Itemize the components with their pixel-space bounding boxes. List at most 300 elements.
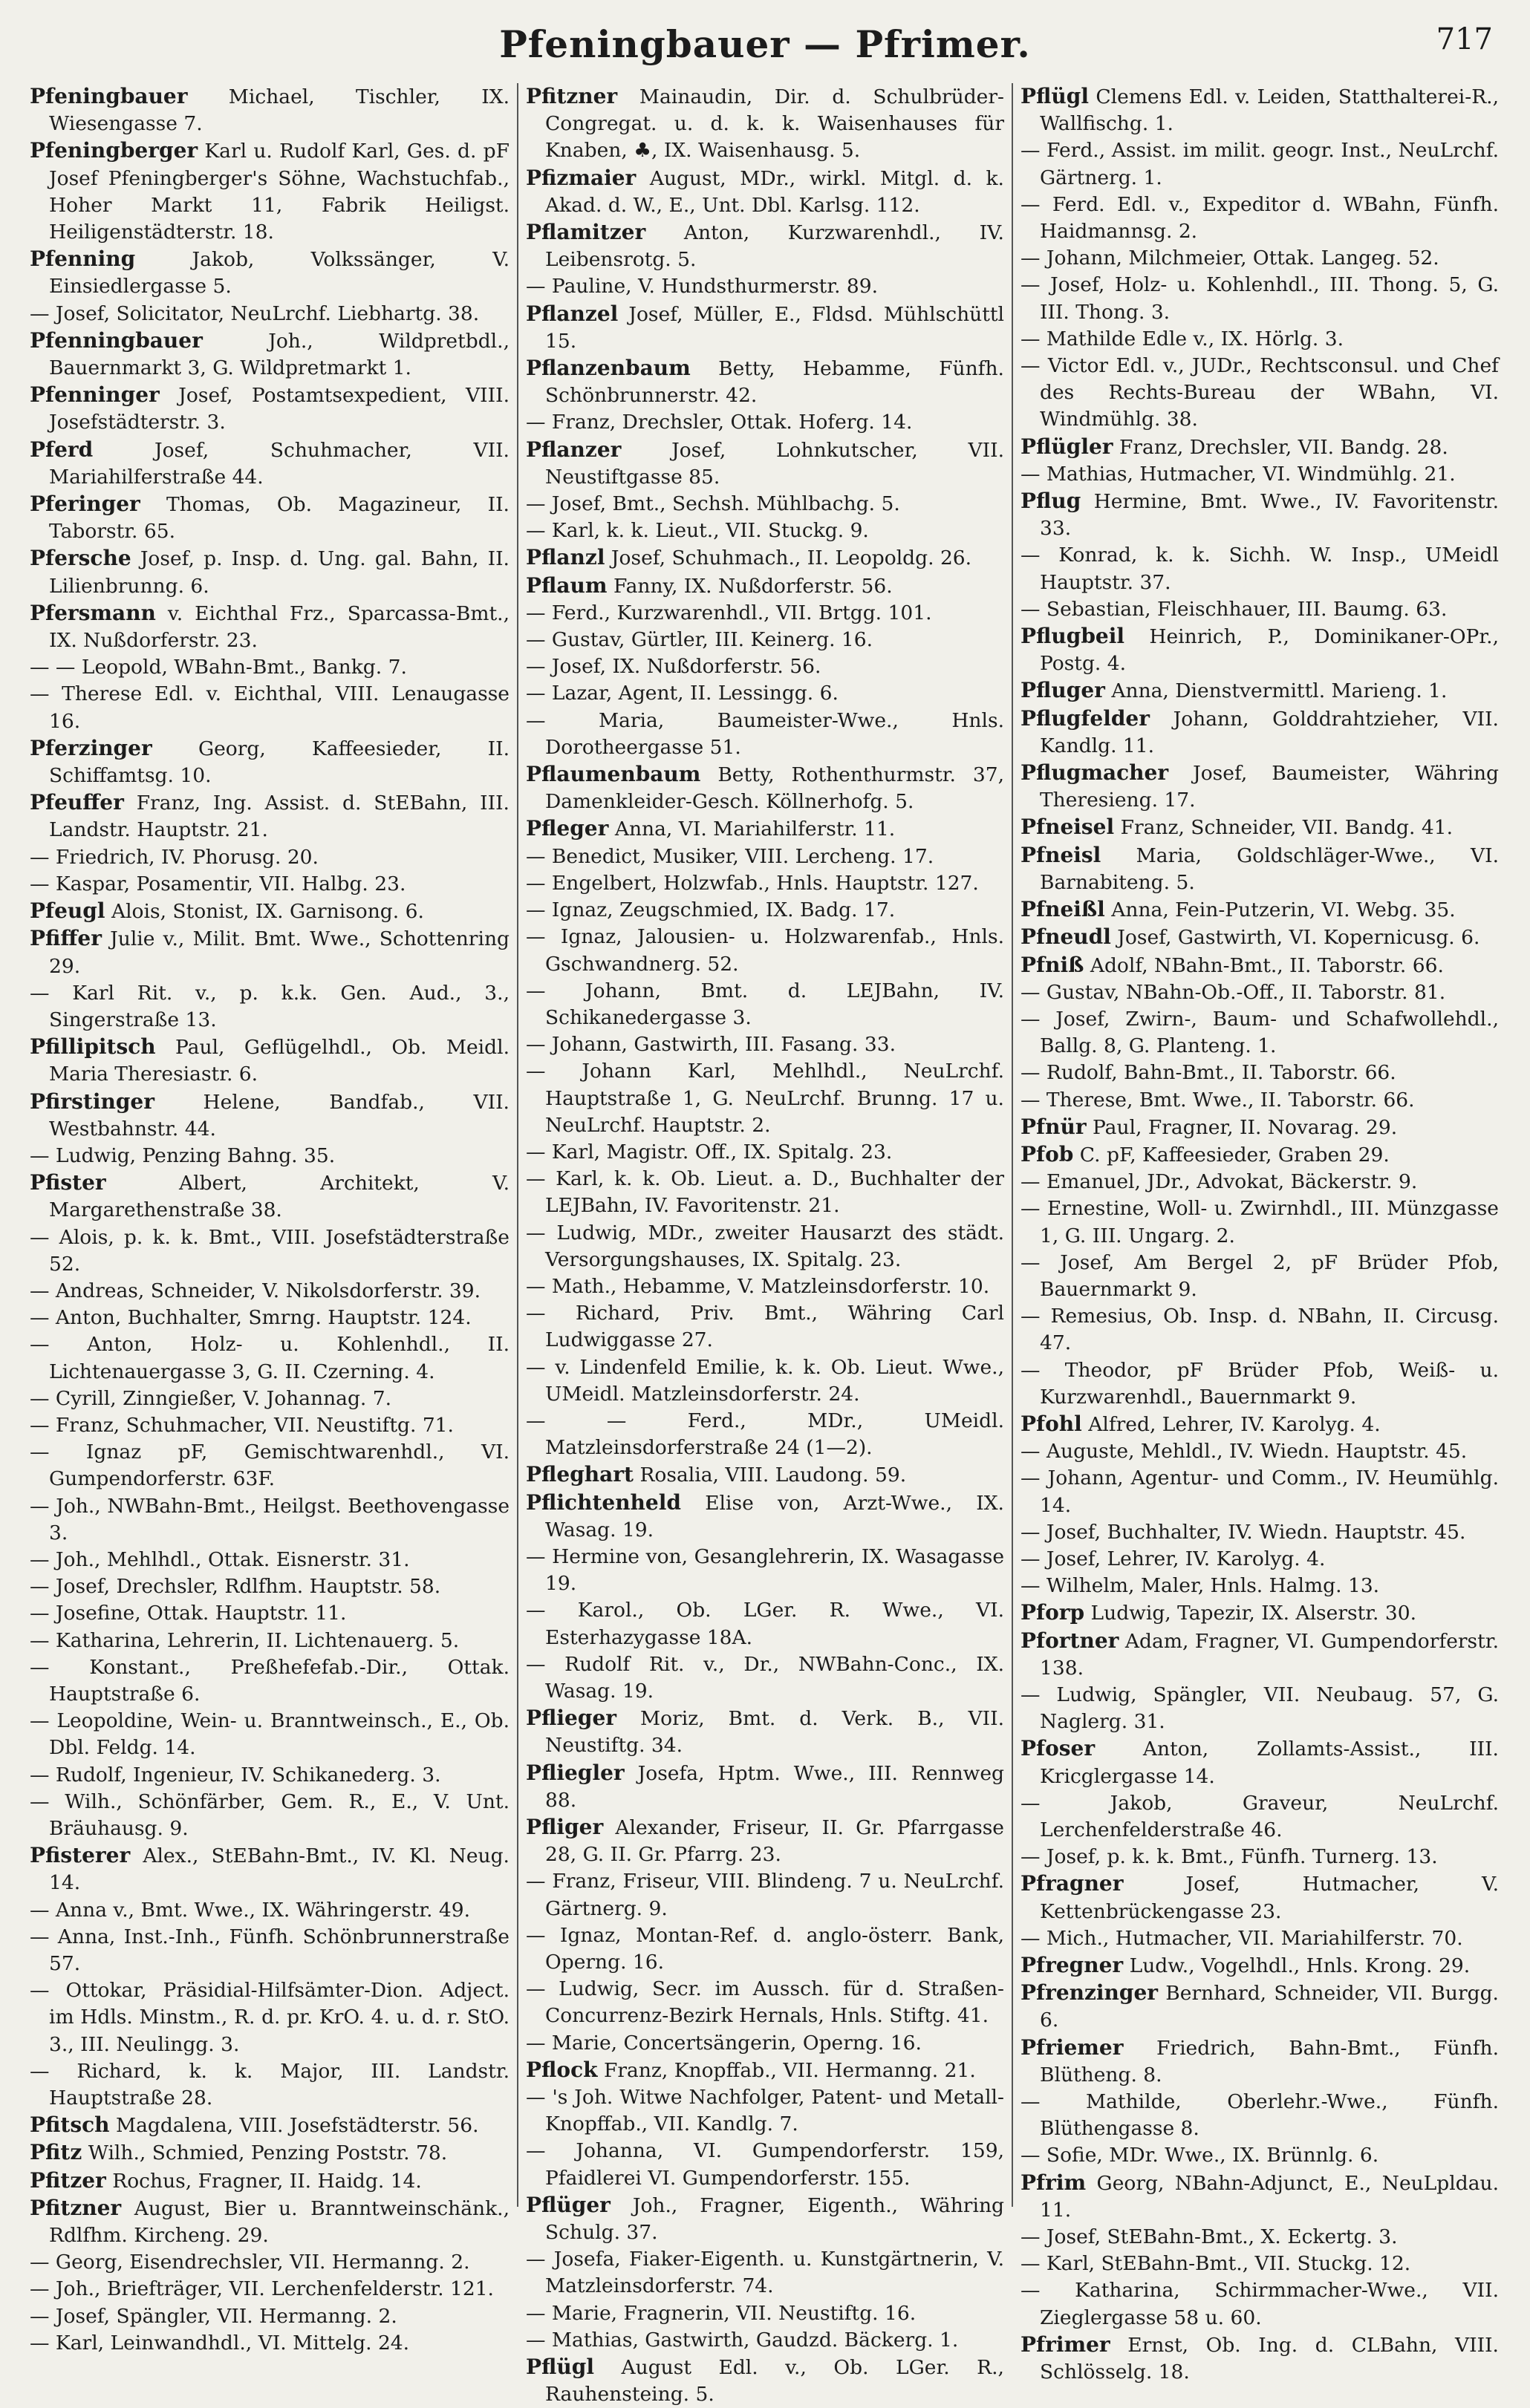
directory-entry [1020,1735,1499,1789]
directory-entry [1020,760,1499,814]
directory-entry [30,1278,510,1305]
entry-details: Hermine, Bmt. Wwe., IV. Favoritenstr. 33. [1040,490,1499,541]
entry-details: — Ferd. Edl. v., Expeditor d. WBahn, Fünfh. Haidmannsg. 2. [1020,192,1499,244]
directory-entry [1020,1628,1499,1682]
directory-entry [30,1305,510,1331]
entry-details: — Lazar, Agent, II. Lessingg. 6. [526,682,839,705]
entry-details: Adam, Fragner, VI. Gumpendorferstr. 138. [1040,1629,1499,1680]
entry-details: — Jakob, Graveur, NeuLrchf. Lerchenfelderstraße 46. [1020,1791,1499,1841]
directory-entry [526,2138,1004,2191]
entry-surname: Pflügler [1020,434,1113,459]
entry-details: — Katharina, Lehrerin, II. Lichtenauerg. 5. [30,1628,460,1652]
entry-details: Julie v., Milit. Bmt. Wwe., Schottenring 29. [49,927,510,978]
directory-entry [1020,2332,1499,2386]
directory-entry [30,654,510,681]
directory-entry [1020,2224,1499,2251]
entry-details: Josef, Schuhmach., II. Leopoldg. 26. [611,546,972,570]
entry-surname: Pfenningbauer [30,327,203,353]
entry-details: — Josef, Buchhalter, IV. Wiedn. Hauptstr. 45. [1020,1520,1466,1544]
entry-details: Josef, p. Insp. d. Ung. gal. Bahn, II. Lilienbrunng. 6. [49,547,510,598]
entry-surname: Pfeningberger [30,138,198,163]
entry-surname: Pfleger [526,816,609,841]
directory-entry [30,844,510,871]
directory-entry [1020,1060,1499,1086]
directory-entry [1020,326,1499,353]
entry-details: Josef, Hutmacher, V. Kettenbrückengasse 23. [1040,1873,1499,1923]
directory-entry [1020,83,1499,137]
directory-entry [526,409,1004,436]
entry-surname: Pflamitzer [526,220,646,245]
entry-surname: Pflichtenheld [526,1489,681,1515]
entry-details: Betty, Rothenthurmstr. 37, Damenkleider-Gesch. Köllnerhofg. 5. [545,763,1004,814]
entry-details: Anna, VI. Mariahilferstr. 11. [614,818,896,841]
entry-details: — Ferd., Assist. im milit. geogr. Inst., NeuLrchf. Gärtnerg. 1. [1020,139,1499,189]
entry-surname: Pflaum [526,572,608,598]
entry-details: — Emanuel, JDr., Advokat, Bäckerstr. 9. [1020,1170,1418,1194]
directory-entry [1020,542,1499,596]
directory-entry [1020,1925,1499,1952]
directory-entry [526,2300,1004,2327]
entry-details: Josef, Müller, E., Fldsd. Mühlschüttl 15. [545,302,1004,353]
entry-details: — Andreas, Schneider, V. Nikolsdorferstr. 39. [30,1279,481,1302]
entry-details: — Friedrich, IV. Phorusg. 20. [30,845,319,869]
directory-entry [30,1977,510,2058]
entry-details: — Josef, Solicitator, NeuLrchf. Liebhartg. 38. [30,301,480,325]
directory-entry [30,1628,510,1654]
entry-details: — Georg, Eisendrechsler, VII. Hermanng. 2. [30,2251,470,2274]
entry-surname: Pfob [1020,1141,1074,1167]
entry-surname: Pfrim [1020,2170,1087,2195]
entry-surname: Pflanzl [526,545,605,570]
directory-entry [30,1573,510,1600]
directory-entry [526,627,1004,653]
directory-entry [1020,1114,1499,1141]
directory-entry [30,1924,510,1977]
entry-details: Thomas, Ob. Magazineur, II. Taborstr. 65. [49,493,510,544]
entry-surname: Pfenning [30,247,136,272]
entry-details: Michael, Tischler, IX. Wiesengasse 7. [49,85,510,136]
entry-details: — Benedict, Musiker, VIII. Lercheng. 17. [526,844,934,868]
entry-details: — Ignaz, Jalousien- u. Holzwarenfab., Hnls. Gschwandnerg. 52. [526,925,1004,976]
directory-entry [526,708,1004,761]
directory-entry [30,1708,510,1761]
directory-entry [1020,192,1499,245]
entry-details: Paul, Geflügelhdl., Ob. Meidl. Maria Theresiastr. 6. [49,1036,510,1086]
entry-details: — Josef, Lehrer, IV. Karolyg. 4. [1020,1547,1326,1570]
directory-entry [30,1034,510,1088]
entry-surname: Pfersche [30,546,131,571]
directory-entry [30,600,510,654]
entry-details: — Auguste, Mehldl., IV. Wiedn. Hauptstr. 45. [1020,1440,1468,1464]
directory-entry [30,2303,510,2330]
entry-details: Anton, Zollamts-Assist., III. Kricglergasse 14. [1040,1738,1499,1788]
entry-details: Anna, Fein-Putzerin, VI. Webg. 35. [1111,898,1456,922]
entry-details: — Katharina, Schirmmacher-Wwe., VII. Zieglergasse 58 u. 60. [1020,2279,1499,2329]
entry-details: — Rudolf Rit. v., Dr., NWBahn-Conc., IX. Wasag. 19. [526,1652,1004,1703]
entry-surname: Pfliegler [526,1760,625,1785]
directory-entry [1020,245,1499,272]
directory-entry [526,1058,1004,1139]
entry-details: — Mathias, Gastwirth, Gaudzd. Bäckerg. 1. [526,2328,959,2352]
entry-surname: Pfisterer [30,1843,131,1868]
directory-entry [1020,623,1499,677]
directory-entry [30,382,510,436]
entry-details: — — Ferd., MDr., UMeidl. Matzleinsdorferstraße 24 (1—2). [526,1409,1004,1460]
directory-entry [1020,596,1499,623]
entry-details: — Josef, Am Bergel 2, pF Brüder Pfob, Bauernmarkt 9. [1020,1250,1499,1301]
entry-details: Alois, Stonist, IX. Garnisong. 6. [111,900,424,924]
directory-entry [526,273,1004,300]
directory-entry [526,844,1004,870]
entry-surname: Pflügl [526,2355,594,2380]
entry-surname: Pfrenzinger [1020,1980,1159,2006]
entry-details: — Ludwig, Spängler, VII. Neubaug. 57, G. Naglerg. 31. [1020,1683,1499,1734]
entry-details: Josef, Schuhmacher, VII. Mariahilferstraße 44. [49,438,510,489]
entry-details: Ernst, Ob. Ing. d. CLBahn, VIII. Schlösselg. 18. [1040,2333,1499,2384]
entry-details: — Sebastian, Fleischhauer, III. Baumg. 63. [1020,597,1448,621]
entry-surname: Pflüger [526,2192,611,2217]
running-title: Pfeningbauer — Pfrimer. [499,22,1031,66]
column-2 [517,83,1012,2407]
directory-entry [1020,488,1499,542]
directory-entry [526,2327,1004,2354]
entry-details: — Johann, Agentur- und Comm., IV. Heumühlg. 14. [1020,1466,1499,1517]
directory-entry [526,1273,1004,1300]
entry-details: — Ottokar, Präsidial-Hilfsämter-Dion. Adject. im Hdls. Minstm., R. d. pr. KrO. 4. u. d. r. StO. 3., III. Neulingg. 3. [30,1979,510,2056]
entry-details: — Rudolf, Bahn-Bmt., II. Taborstr. 66. [1020,1061,1396,1085]
entry-surname: Pfortner [1020,1628,1119,1653]
entry-details: — Mathilde, Oberlehr.-Wwe., Fünfh. Blüthengasse 8. [1020,2090,1499,2141]
directory-entry [526,518,1004,544]
entry-details: Georg, Kaffeesieder, II. Schiffamtsg. 10. [49,737,510,788]
directory-entry [526,1814,1004,1868]
directory-entry [30,83,510,137]
entry-details: — Ludwig, MDr., zweiter Hausarzt des städt. Versorgungshauses, IX. Spitalg. 23. [526,1221,1004,1271]
directory-entry [1020,2170,1499,2224]
directory-entry [30,898,510,925]
entry-details: — Anna, Inst.-Inh., Fünfh. Schönbrunnerstraße 57. [30,1925,510,1976]
entry-details: — Josefa, Fiaker-Eigenth. u. Kunstgärtnerin, V. Matzleinsdorferstr. 74. [526,2248,1004,2298]
entry-details: — Therese, Bmt. Wwe., II. Taborstr. 66. [1020,1088,1415,1112]
directory-entry [1020,1682,1499,1735]
entry-details: — 's Joh. Witwe Nachfolger, Patent- und Metall-Knopffab., VII. Kandlg. 7. [526,2086,1004,2136]
entry-details: — Gustav, NBahn-Ob.-Off., II. Taborstr. 81. [1020,980,1446,1004]
entry-details: — Ferd., Kurzwarenhdl., VII. Brtgg. 101. [526,601,932,624]
directory-entry [1020,272,1499,325]
directory-entry [1020,1465,1499,1518]
directory-entry [30,925,510,979]
directory-entry [1020,353,1499,434]
entry-details: Paul, Fragner, II. Novarag. 29. [1093,1115,1398,1139]
entry-details: Moriz, Bmt. d. Verk. B., VII. Neustiftg. 34. [545,1707,1004,1758]
directory-entry [30,1897,510,1924]
entry-details: Anna, Dienstvermittl. Marieng. 1. [1111,679,1448,703]
entry-surname: Pforp [1020,1600,1085,1625]
entry-details: — Ignaz, Zeugschmied, IX. Badg. 17. [526,898,896,922]
directory-entry [1020,1844,1499,1870]
directory-entry [1020,1980,1499,2034]
entry-details: — Math., Hebamme, V. Matzleinsdorferstr. 10. [526,1274,990,1298]
directory-entry [30,2058,510,2112]
entry-surname: Pfliger [526,1815,604,1839]
entry-details: August, Bier u. Branntweinschänk., Rdlfhm. Kircheng. 29. [49,2196,510,2248]
entry-details: — Johann Karl, Mehlhdl., NeuLrchf. Hauptstraße 1, G. NeuLrchf. Brunng. 17 u. NeuLrchf. Hauptstr. 2. [526,1060,1004,1137]
entry-details: — Johann, Gastwirth, III. Fasang. 33. [526,1033,896,1057]
directory-entry [30,1600,510,1627]
entry-details: — Josef, Spängler, VII. Hermanng. 2. [30,2304,397,2328]
entry-surname: Pfister [30,1170,106,1195]
entry-surname: Pfizmaier [526,165,637,190]
directory-entry [526,219,1004,273]
entry-surname: Pfneisel [1020,815,1115,840]
entry-surname: Pfeningbauer [30,84,188,108]
directory-entry [1020,2035,1499,2089]
entry-details: Franz, Drechsler, VII. Bandg. 28. [1119,435,1448,459]
entry-details: Anton, Kurzwarenhdl., IV. Leibensrotg. 5. [545,221,1004,272]
entry-surname: Pfleghart [526,1462,634,1487]
entry-details: Adolf, NBahn-Bmt., II. Taborstr. 66. [1090,953,1444,977]
directory-entry [30,2330,510,2357]
entry-details: — Ignaz pF, Gemischtwarenhdl., VI. Gumpendorferstr. 63F. [30,1440,510,1491]
entry-details: — Theodor, pF Brüder Pfob, Weiß- u. Kurzwarenhdl., Bauernmarkt 9. [1020,1358,1499,1409]
entry-surname: Pferinger [30,492,140,517]
directory-entry [30,735,510,789]
directory-entry [30,491,510,545]
entry-surname: Pfneudl [1020,924,1111,950]
directory-entry [526,2084,1004,2138]
directory-entry [30,1654,510,1708]
directory-entry [30,1762,510,1789]
directory-entry [526,761,1004,815]
entry-surname: Pflanzer [526,437,622,462]
directory-entry [1020,677,1499,705]
directory-entry [30,2195,510,2249]
entry-details: — Joh., Briefträger, VII. Lerchenfelderstr. 121. [30,2277,494,2301]
directory-entry [1020,137,1499,191]
entry-details: — Maria, Baumeister-Wwe., Hnls. Dorotheergasse 51. [526,708,1004,759]
entry-details: — Engelbert, Holzwfab., Hnls. Hauptstr. 127. [526,871,979,895]
entry-details: Magdalena, VIII. Josefstädterstr. 56. [115,2114,479,2138]
directory-entry [526,1408,1004,1461]
page-header [0,22,1530,74]
entry-surname: Pferd [30,437,94,462]
directory-entry [526,1651,1004,1705]
directory-entry [1020,1546,1499,1573]
directory-entry [1020,1250,1499,1303]
entry-details: Alexander, Friseur, II. Gr. Pfarrgasse 28, G. II. Gr. Pfarrg. 23. [545,1816,1004,1867]
entry-surname: Pfohl [1020,1411,1082,1436]
directory-entry [526,1976,1004,2029]
entry-details: Josefa, Hptm. Wwe., III. Rennweg 88. [545,1761,1004,1812]
directory-entry [526,815,1004,843]
entry-surname: Pfeuffer [30,790,124,815]
directory-entry [526,2192,1004,2246]
entry-details: — Josef, p. k. k. Bmt., Fünfh. Turnerg. 13. [1020,1845,1438,1869]
entry-details: — Karl, k. k. Ob. Lieut. a. D., Buchhalter der LEJBahn, IV. Favoritenstr. 21. [526,1167,1004,1218]
directory-entry [526,1489,1004,1544]
directory-entry [526,301,1004,355]
entry-details: Josef, Baumeister, Währing Theresieng. 17. [1040,762,1499,812]
directory-entry [1020,1303,1499,1357]
directory-entry [1020,1438,1499,1465]
entry-details: Friedrich, Bahn-Bmt., Fünfh. Blütheng. 8. [1040,2036,1499,2086]
entry-surname: Pflugfelder [1020,705,1150,731]
entry-details: Franz, Ing. Assist. d. StEBahn, III. Landstr. Hauptstr. 21. [49,792,510,842]
entry-details: — Pauline, V. Hundsthurmerstr. 89. [526,275,879,298]
entry-surname: Pfoser [1020,1736,1096,1761]
directory-entry [1020,842,1499,896]
entry-details: Joh., Fragner, Eigenth., Währing Schulg. 37. [545,2193,1004,2245]
directory-entry [526,1354,1004,1408]
entry-details: Bernhard, Schneider, VII. Burgg. 6. [1040,1982,1499,2032]
entry-details: — Karl Rit. v., p. k.k. Gen. Aud., 3., Singerstraße 13. [30,981,510,1031]
entry-details: — Alois, p. k. k. Bmt., VIII. Josefstädterstraße 52. [30,1225,510,1276]
entry-details: — Karl, k. k. Lieut., VII. Stuckg. 9. [526,519,869,543]
entry-surname: Pflaumenbaum [526,762,701,787]
directory-entry [526,653,1004,680]
entry-details: Franz, Knopffab., VII. Hermanng. 21. [603,2058,976,2082]
entry-surname: Pfitzner [526,84,618,108]
entry-details: — Hermine von, Gesanglehrerin, IX. Wasagasse 19. [526,1544,1004,1596]
directory-entry [526,2057,1004,2084]
entry-details: — Joh., Mehlhdl., Ottak. Eisnerstr. 31. [30,1547,410,1571]
entry-details: — Ludwig, Secr. im Aussch. für d. Straßen-Concurrenz-Bezirk Hernals, Hnls. Stiftg. 41. [526,1977,1004,2028]
directory-entry [30,1439,510,1492]
entry-details: — Karl, Magistr. Off., IX. Spitalg. 23. [526,1140,893,1164]
directory-entry [1020,979,1499,1006]
directory-entry [30,2139,510,2167]
entry-details: Mainaudin, Dir. d. Schulbrüder-Congregat. u. d. k. k. Waisenhauses für Knaben, ♣, IX. Waisenhausg. 5. [545,85,1004,163]
entry-surname: Pfenninger [30,382,160,408]
entry-surname: Pfitzer [30,2167,106,2193]
entry-details: Rochus, Fragner, II. Haidg. 14. [112,2169,422,2193]
entry-details: — Leopoldine, Wein- u. Branntweinsch., E., Ob. Dbl. Feldg. 14. [30,1709,510,1760]
directory-entry [1020,1195,1499,1249]
entry-details: Jakob, Volkssänger, V. Einsiedlergasse 5. [49,248,510,298]
entry-details: — Johann, Bmt. d. LEJBahn, IV. Schikanedergasse 3. [526,979,1004,1029]
entry-details: — Richard, Priv. Bmt., Währing Carl Ludwiggasse 27. [526,1302,1004,1352]
entry-details: Joh., Wildpretbdl., Bauernmarkt 3, G. Wildpretmarkt 1. [49,329,510,380]
directory-entry [526,1760,1004,1814]
directory-entry [1020,896,1499,924]
directory-entry [30,871,510,898]
entry-details: Karl u. Rudolf Karl, Ges. d. pF Josef Pfeningberger's Söhne, Wachstuchfab., Hoher Markt 11, Fabrik Heiligst. Heiligenstädterstr. 18. [49,140,510,244]
entry-details: — Mathilde Edle v., IX. Hörlg. 3. [1020,327,1344,350]
directory-entry [30,301,510,327]
directory-entry [30,1331,510,1385]
entry-details: — Anton, Holz- u. Kohlenhdl., II. Lichtenauergasse 3, G. II. Czerning. 4. [30,1333,510,1383]
directory-entry [526,897,1004,924]
entry-details: — Josef, Drechsler, Rdlfhm. Hauptstr. 58. [30,1575,441,1599]
directory-entry [1020,1573,1499,1599]
entry-details: — Josef, Bmt., Sechsh. Mühlbachg. 5. [526,492,900,516]
directory-columns [22,83,1508,2407]
directory-entry [1020,1870,1499,1925]
entry-details: — — Leopold, WBahn-Bmt., Bankg. 7. [30,656,407,679]
entry-details: — Josef, IX. Nußdorferstr. 56. [526,655,821,679]
entry-surname: Pfriemer [1020,2035,1124,2060]
entry-details: August, MDr., wirkl. Mitgl. d. k. Akad. d. W., E., Unt. Dbl. Karlsg. 112. [545,166,1004,217]
entry-details: — Karl, StEBahn-Bmt., VII. Stuckg. 12. [1020,2252,1411,2276]
entry-details: Georg, NBahn-Adjunct, E., NeuLpldau. 11. [1040,2171,1499,2222]
entry-details: — Gustav, Gürtler, III. Keinerg. 16. [526,628,873,652]
directory-entry [1020,2251,1499,2277]
directory-entry [1020,1599,1499,1627]
entry-details: — Franz, Friseur, VIII. Blindeng. 7 u. NeuLrchf. Gärtnerg. 9. [526,1870,1004,1920]
entry-details: — Richard, k. k. Major, III. Landstr. Hauptstraße 28. [30,2059,510,2110]
entry-details: — Johann, Milchmeier, Ottak. Langeg. 52. [1020,247,1439,270]
entry-details: Ludw., Vogelhdl., Hnls. Krong. 29. [1129,1954,1471,1978]
entry-details: v. Eichthal Frz., Sparcassa-Bmt., IX. Nußdorferstr. 23. [49,601,510,653]
entry-surname: Pfersmann [30,600,156,625]
directory-entry [30,1789,510,1842]
entry-details: — Karol., Ob. LGer. R. Wwe., VI. Esterhazygasse 18A. [526,1599,1004,1649]
directory-entry [30,1412,510,1439]
directory-entry [30,1386,510,1412]
entry-details: — Kaspar, Posamentir, VII. Halbg. 23. [30,872,406,895]
entry-details: — Anton, Buchhalter, Smrng. Hauptstr. 124. [30,1306,472,1330]
entry-details: — Cyrill, Zinngießer, V. Johannag. 7. [30,1386,392,1410]
entry-details: — v. Lindenfeld Emilie, k. k. Ob. Lieut. Wwe., UMeidl. Matzleinsdorferstr. 24. [526,1355,1004,1406]
directory-entry [526,1461,1004,1489]
directory-entry [526,2030,1004,2057]
entry-surname: Pflugbeil [1020,624,1125,649]
entry-details: Josef, Postamtsexpedient, VIII. Josefstädterstr. 3. [49,384,510,434]
entry-details: Franz, Schneider, VII. Bandg. 41. [1120,816,1454,840]
directory-entry [30,545,510,599]
entry-details: — Josefine, Ottak. Hauptstr. 11. [30,1602,347,1625]
directory-entry [526,355,1004,409]
entry-surname: Pfragner [1020,1871,1124,1896]
directory-entry [30,681,510,734]
directory-entry [1020,1411,1499,1438]
entry-details: — Johanna, VI. Gumpendorferstr. 159, Pfaidlerei VI. Gumpendorferstr. 155. [526,2139,1004,2190]
directory-entry [526,1868,1004,1922]
entry-details: Helene, Bandfab., VII. Westbahnstr. 44. [49,1090,510,1141]
directory-entry [526,1597,1004,1651]
entry-surname: Pflügl [1020,84,1089,108]
directory-entry [526,437,1004,491]
entry-details: — Ludwig, Penzing Bahng. 35. [30,1143,336,1167]
directory-entry [526,1300,1004,1354]
directory-entry [1020,434,1499,461]
entry-details: — Konstant., Preßhefefab.-Dir., Ottak. Hauptstraße 6. [30,1655,510,1706]
entry-details: — Sofie, MDr. Wwe., IX. Brünnlg. 6. [1020,2144,1379,2167]
entry-surname: Pfrimer [1020,2332,1110,2357]
directory-entry [526,1031,1004,1058]
entry-surname: Pflieger [526,1706,617,1731]
directory-entry [526,2354,1004,2408]
entry-details: — Ignaz, Montan-Ref. d. anglo-österr. Bank, Operng. 16. [526,1923,1004,1974]
directory-entry [30,2167,510,2195]
directory-entry [30,1224,510,1278]
directory-entry [1020,1169,1499,1195]
entry-details: Alex., StEBahn-Bmt., IV. Kl. Neug. 14. [49,1844,510,1895]
directory-entry [30,789,510,844]
directory-entry [526,165,1004,219]
entry-surname: Pfillipitsch [30,1034,156,1060]
entry-details: — Rudolf, Ingenieur, IV. Schikanederg. 3. [30,1763,441,1787]
directory-entry [526,1139,1004,1166]
entry-surname: Pfirstinger [30,1089,154,1114]
entry-details: C. pF, Kaffeesieder, Graben 29. [1079,1143,1390,1167]
directory-entry [526,1544,1004,1597]
entry-surname: Pfniß [1020,952,1084,977]
directory-entry [30,1089,510,1143]
entry-details: August Edl. v., Ob. LGer. R., Rauhensteing. 5. [545,2356,1004,2407]
entry-surname: Pfnür [1020,1114,1087,1139]
entry-surname: Pfeugl [30,898,105,924]
